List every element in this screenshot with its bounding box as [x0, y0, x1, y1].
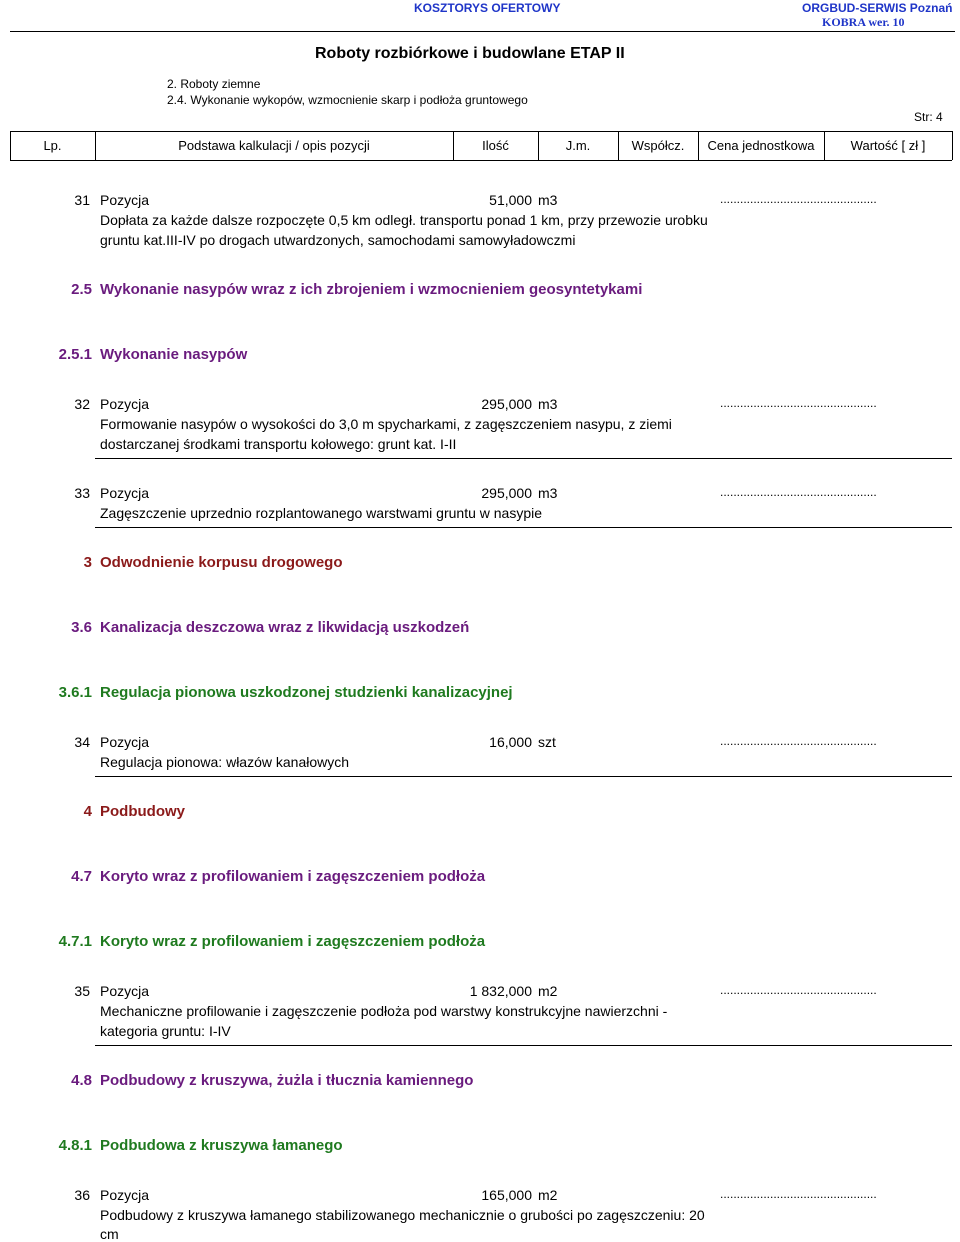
section-title: Kanalizacja deszczowa wraz z likwidacją uszkodzeń — [100, 619, 470, 636]
breadcrumb-level-2: 2.4. Wykonanie wykopów, wzmocnienie skarp i podłoża gruntowego — [167, 93, 528, 107]
item-lp: 32 — [74, 396, 90, 412]
section-title: Wykonanie nasypów wraz z ich zbrojeniem i wzmocnieniem geosyntetykami — [100, 281, 643, 298]
item-quantity: 51,000 — [489, 192, 532, 208]
item-label: Pozycja — [100, 192, 150, 208]
item-description-line: dostarczanej środkami transportu kołowego: grunt kat. I-II — [100, 436, 457, 452]
item-description-line: cm — [100, 1226, 119, 1242]
section-number: 3 — [83, 554, 92, 571]
page-title: Roboty rozbiórkowe i budowlane ETAP II — [315, 45, 625, 62]
item-unit: m3 — [538, 396, 558, 412]
item-quantity: 16,000 — [489, 734, 532, 750]
item-label: Pozycja — [100, 485, 150, 501]
col-description: Podstawa kalkulacji / opis pozycji — [178, 138, 370, 153]
item-unit: m3 — [538, 485, 558, 501]
item-quantity: 295,000 — [481, 485, 532, 501]
col-coefficient: Współcz. — [631, 138, 685, 153]
item-lp: 31 — [74, 192, 90, 208]
item-description-line: Zagęszczenie uprzednio rozplantowanego warstwami gruntu w nasypie — [100, 505, 543, 521]
item-label: Pozycja — [100, 396, 150, 412]
item-divider — [95, 776, 952, 777]
item-value-dots: ............................................... — [720, 485, 877, 499]
col-lp: Lp. — [43, 138, 62, 153]
section-title: Podbudowa z kruszywa łamanego — [100, 1137, 343, 1154]
software-version: KOBRA wer. 10 — [822, 15, 905, 29]
breadcrumb-level-1: 2. Roboty ziemne — [167, 77, 261, 91]
item-value-dots: ............................................... — [720, 396, 877, 410]
section-number: 4.7.1 — [58, 933, 92, 950]
item-unit: m2 — [538, 983, 558, 999]
section-number: 3.6.1 — [58, 684, 92, 701]
item-description-line: Podbudowy z kruszywa łamanego stabilizowanego mechanicznie o grubości po zagęszczeniu: 20 — [100, 1207, 705, 1223]
item-description-line: kategoria gruntu: I-IV — [100, 1023, 231, 1039]
item-label: Pozycja — [100, 983, 150, 999]
item-divider — [95, 458, 952, 459]
item-unit: m2 — [538, 1187, 558, 1203]
item-lp: 36 — [74, 1187, 90, 1203]
document-type: KOSZTORYS OFERTOWY — [414, 1, 561, 15]
col-unit: J.m. — [565, 138, 591, 153]
item-label: Pozycja — [100, 1187, 150, 1203]
item-description-line: gruntu kat.III-IV po drogach utwardzonych, samochodami samowyładowczmi — [100, 232, 576, 248]
section-title: Regulacja pionowa uszkodzonej studzienki kanalizacyjnej — [100, 684, 513, 701]
section-title: Wykonanie nasypów — [100, 346, 248, 363]
item-description-line: Dopłata za każde dalsze rozpoczęte 0,5 km odległ. transportu ponad 1 km, przy przewozie urobku — [100, 212, 708, 228]
item-lp: 34 — [74, 734, 90, 750]
item-value-dots: ............................................... — [720, 983, 877, 997]
section-number: 4.8.1 — [58, 1137, 92, 1154]
item-lp: 33 — [74, 485, 90, 501]
header-rule — [10, 31, 955, 32]
section-number: 4 — [83, 803, 92, 820]
section-title: Podbudowy z kruszywa, żużla i tłucznia kamiennego — [100, 1072, 474, 1089]
section-title: Koryto wraz z profilowaniem i zagęszczeniem podłoża — [100, 933, 486, 950]
item-quantity: 295,000 — [481, 396, 532, 412]
section-number: 3.6 — [71, 619, 92, 636]
item-lp: 35 — [74, 983, 90, 999]
section-number: 2.5 — [71, 281, 92, 298]
item-value-dots: ............................................... — [720, 192, 877, 206]
page-number: Str: 4 — [914, 110, 943, 124]
section-title: Odwodnienie korpusu drogowego — [100, 554, 343, 571]
section-title: Podbudowy — [100, 803, 185, 820]
item-quantity: 1 832,000 — [469, 983, 532, 999]
item-label: Pozycja — [100, 734, 150, 750]
col-unit-price: Cena jednostkowa — [707, 138, 815, 153]
col-value: Wartość [ zł ] — [850, 138, 926, 153]
item-quantity: 165,000 — [481, 1187, 532, 1203]
item-value-dots: ............................................... — [720, 1187, 877, 1201]
section-title: Koryto wraz z profilowaniem i zagęszczeniem podłoża — [100, 868, 486, 885]
item-unit: m3 — [538, 192, 558, 208]
item-divider — [95, 527, 952, 528]
item-value-dots: ............................................... — [720, 734, 877, 748]
item-unit: szt — [538, 734, 556, 750]
section-number: 4.7 — [71, 868, 92, 885]
company-name: ORGBUD-SERWIS Poznań — [802, 1, 953, 15]
section-number: 4.8 — [71, 1072, 92, 1089]
item-divider — [95, 1045, 952, 1046]
item-description-line: Regulacja pionowa: włazów kanałowych — [100, 754, 350, 770]
col-quantity: Ilość — [482, 138, 509, 153]
item-description-line: Formowanie nasypów o wysokości do 3,0 m spycharkami, z zagęszczeniem nasypu, z ziemi — [100, 416, 672, 432]
section-number: 2.5.1 — [58, 346, 92, 363]
item-description-line: Mechaniczne profilowanie i zagęszczenie podłoża pod warstwy konstrukcyjne nawierzchni - — [100, 1003, 668, 1019]
